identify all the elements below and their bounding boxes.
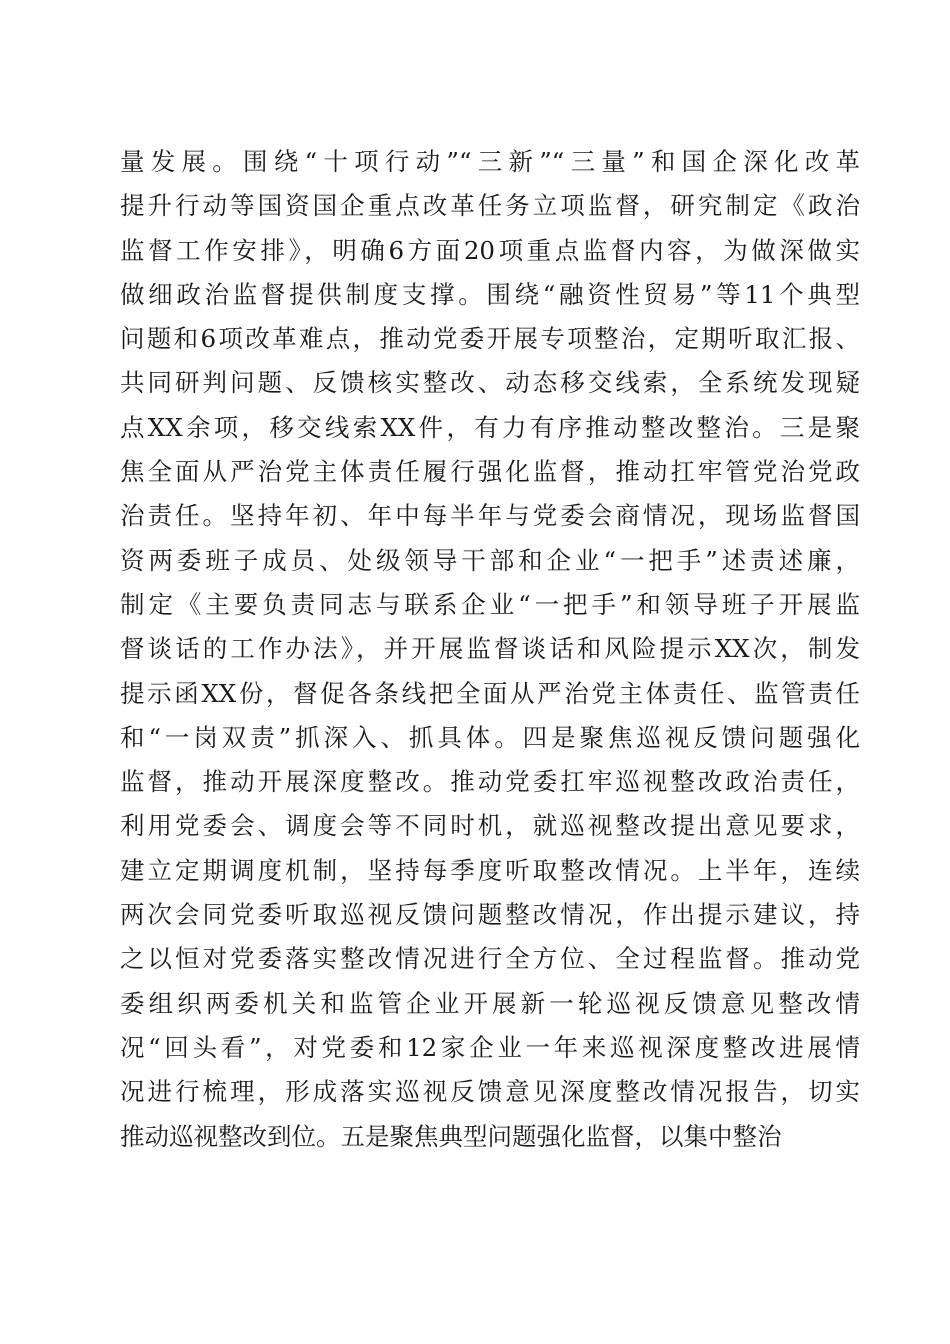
text-line: 资两委班子成员、处级领导干部和企业“一把手”述责述廉， [120, 545, 860, 575]
text-line: 况“回头看”，对党委和12家企业一年来巡视深度整改进展情 [120, 1032, 860, 1062]
text-line: 点XX余项，移交线索XX件，有力有序推动整改整治。三是聚 [120, 412, 860, 442]
text-line: 焦全面从严治党主体责任履行强化监督，推动扛牢管党治党政 [120, 457, 860, 487]
text-line: 共同研判问题、反馈核实整改、动态移交线索，全系统发现疑 [120, 368, 860, 398]
text-line: 监督，推动开展深度整改。推动党委扛牢巡视整改政治责任， [120, 767, 860, 797]
text-line: 况进行梳理，形成落实巡视反馈意见深度整改情况报告，切实 [120, 1077, 860, 1107]
text-line: 问题和6项改革难点，推动党委开展专项整治，定期听取汇报、 [120, 324, 860, 354]
text-line: 之以恒对党委落实整改情况进行全方位、全过程监督。推动党 [120, 944, 860, 974]
text-line: 监督工作安排》，明确6方面20项重点监督内容，为做深做实 [120, 235, 860, 265]
text-line: 提示函XX份，督促各条线把全面从严治党主体责任、监管责任 [120, 678, 860, 708]
text-line: 建立定期调度机制，坚持每季度听取整改情况。上半年，连续 [120, 855, 860, 885]
text-line: 提升行动等国资国企重点改革任务立项监督，研究制定《政治 [120, 191, 860, 221]
body-paragraph [120, 140, 860, 1159]
text-line: 委组织两委机关和监管企业开展新一轮巡视反馈意见整改情 [120, 988, 860, 1018]
text-line: 治责任。坚持年初、年中每半年与党委会商情况，现场监督国 [120, 501, 860, 531]
text-line: 量发展。围绕“十项行动”“三新”“三量”和国企深化改革 [120, 147, 860, 176]
text-line: 两次会同党委听取巡视反馈问题整改情况，作出提示建议，持 [120, 900, 860, 930]
text-line: 制定《主要负责同志与联系企业“一把手”和领导班子开展监 [120, 589, 860, 619]
text-line: 和“一岗双责”抓深入、抓具体。四是聚焦巡视反馈问题强化 [120, 722, 860, 752]
text-line: 推动巡视整改到位。五是聚焦典型问题强化监督，以集中整治 [120, 1121, 782, 1151]
text-line: 利用党委会、调度会等不同时机，就巡视整改提出意见要求， [120, 811, 860, 841]
text-line: 做细政治监督提供制度支撑。围绕“融资性贸易”等11个典型 [120, 279, 860, 309]
text-line: 督谈话的工作办法》，并开展监督谈话和风险提示XX次，制发 [120, 634, 860, 664]
